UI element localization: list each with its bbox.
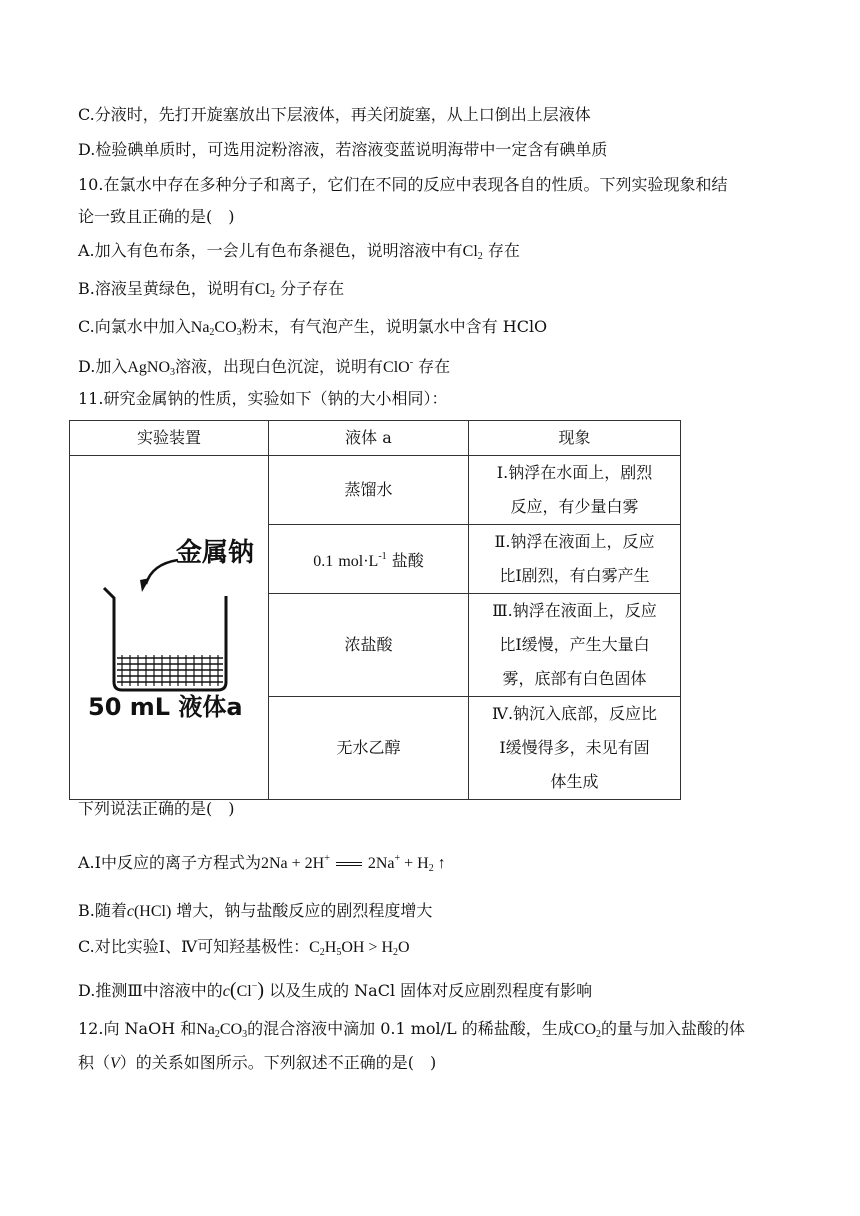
phenomenon-cell-4: Ⅳ.钠沉入底部，反应比 Ⅰ缓慢得多，未见有固 体生成 — [469, 697, 681, 800]
arrow-curve — [146, 560, 178, 584]
arrow-head — [140, 578, 150, 592]
q11-followup: 下列说法正确的是( ) — [78, 799, 235, 818]
q10-option-d: D.加入AgNO$_3$溶液，出现白色沉淀，说明有ClO- 存在 — [78, 357, 451, 378]
q10-option-c: C.向氯水中加入$Na_2CO_3$粉末，有气泡产生，说明氯水中含有 HClO — [78, 317, 548, 338]
table-header-row — [70, 421, 681, 456]
q9-option-d: D.检验碘单质时，可选用淀粉溶液，若溶液变蓝说明海带中一定含有碘单质 — [78, 140, 608, 159]
ionic-equation: 2Na + 2H+ $2Na^+ + H_2$ ↑ — [260, 853, 446, 874]
beaker-icon — [70, 460, 268, 796]
liquid-cell-2: 0.1 $mol\cdot L^{-1}$ 盐酸 — [269, 525, 469, 594]
experiment-table — [69, 420, 681, 800]
liquid-cell-4: 无水乙醇 — [269, 697, 469, 800]
apparatus-cell — [70, 456, 269, 800]
q11-stem: 11.研究金属钠的性质，实验如下（钠的大小相同）： — [78, 389, 448, 408]
q12-stem-line2: 积（V）的关系如图所示。下列叙述不正确的是( ) — [78, 1053, 437, 1072]
q10-stem-line2: 论一致且正确的是( ) — [78, 207, 235, 226]
beaker-diagram — [70, 460, 268, 796]
header-apparatus: 实验装置 — [70, 421, 269, 456]
table-row — [70, 456, 681, 525]
phenomenon-cell-2: Ⅱ.钠浮在液面上，反应 比Ⅰ剧烈，有白雾产生 — [469, 525, 681, 594]
q11-option-a: A.Ⅰ中反应的离子方程式为2Na + 2H+ $2Na^+ + H_2$ ↑ — [78, 853, 446, 874]
q10-option-b: B.溶液呈黄绿色，说明有$Cl_2$ 分子存在 — [78, 279, 345, 300]
q11-option-b: B.随着c(HCl) 增大，钠与盐酸反应的剧烈程度增大 — [78, 901, 433, 920]
q10-stem-line1: 10.在氯水中存在多种分子和离子，它们在不同的反应中表现各自的性质。下列实验现象和结 — [78, 175, 728, 194]
q10-option-a: A.加入有色布条，一会儿有色布条褪色，说明溶液中有$Cl_2$ 存在 — [78, 241, 520, 262]
phenomenon-cell-1: Ⅰ.钠浮在水面上，剧烈 反应，有少量白雾 — [469, 456, 681, 525]
q12-stem-line1: 12.向 NaOH 和$Na_2CO_3$的混合溶液中滴加 0.1 mol/L 的稀盐酸，生成$CO_2$的量与加入盐酸的体 — [78, 1019, 746, 1040]
header-phenomenon: 现象 — [469, 421, 681, 456]
liquid-cell-3: 浓盐酸 — [269, 594, 469, 697]
liquid-volume-label: 50 mL 液体a — [88, 692, 243, 721]
phenomenon-cell-3: Ⅲ.钠浮在液面上，反应 比Ⅰ缓慢，产生大量白 雾，底部有白色固体 — [469, 594, 681, 697]
q11-option-c: C.对比实验Ⅰ、Ⅳ可知羟基极性：$C_2H_5OH > H_2O$ — [78, 937, 410, 958]
liquid-cell-1: 蒸馏水 — [269, 456, 469, 525]
q11-option-d: D.推测Ⅲ中溶液中的c(Cl−) 以及生成的 NaCl 固体对反应剧烈程度有影响 — [78, 979, 593, 1001]
sodium-label: 金属钠 — [176, 537, 255, 568]
q9-option-c: C.分液时，先打开旋塞放出下层液体，再关闭旋塞，从上口倒出上层液体 — [78, 105, 591, 124]
header-liquid: 液体 a — [269, 421, 469, 456]
